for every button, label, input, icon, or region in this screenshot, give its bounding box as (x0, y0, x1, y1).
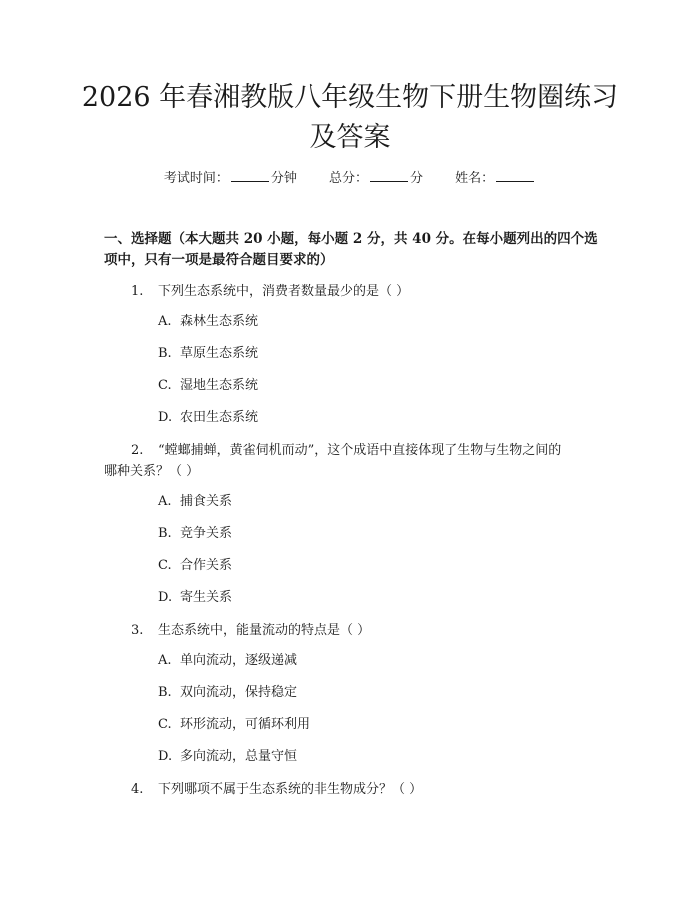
exam-time-blank (231, 169, 269, 182)
question-text: 下列哪项不属于生态系统的非生物成分？（ ） (158, 782, 423, 797)
option-letter: A. (158, 653, 172, 668)
option-text: 森林生态系统 (180, 314, 259, 329)
option-3b (158, 684, 297, 702)
section-heading-line-1: 一、选择题（本大题共 20 小题，每小题 2 分，共 40 分。在每小题列出的四个选 (104, 231, 598, 247)
option-text: 竞争关系 (180, 526, 233, 541)
option-letter: D. (158, 590, 173, 605)
exam-time-unit: 分钟 (270, 171, 297, 186)
option-2b (158, 525, 232, 543)
option-letter: D. (158, 749, 173, 764)
section-heading-line-2: 项中，只有一项是最符合题目要求的） (104, 252, 334, 268)
option-text: 多向流动，总量守恒 (180, 749, 298, 764)
option-letter: C. (158, 558, 172, 573)
option-text: 草原生态系统 (180, 346, 259, 361)
option-text: 捕食关系 (180, 494, 233, 509)
option-text: 农田生态系统 (180, 410, 259, 425)
title-line-1: 2026 年春湘教版八年级生物下册生物圈练习 (81, 82, 619, 113)
page-title (60, 78, 640, 158)
question-text-line-2: 哪种关系？（ ） (104, 464, 200, 479)
option-letter: B. (158, 346, 172, 361)
student-name-label: 姓名： (455, 171, 495, 186)
option-letter: A. (158, 494, 172, 509)
option-letter: D. (158, 410, 173, 425)
option-2d (158, 589, 232, 607)
option-1b (158, 345, 258, 363)
student-name-blank (496, 169, 534, 182)
option-1d (158, 409, 258, 427)
question-number: 2. (131, 443, 144, 458)
option-text: 湿地生态系统 (180, 378, 259, 393)
title-line-2: 及答案 (309, 122, 391, 153)
exam-time-label: 考试时间： (163, 171, 229, 186)
question-number: 3. (131, 623, 144, 638)
question-1 (131, 281, 601, 302)
option-2a (158, 493, 232, 511)
option-letter: A. (158, 314, 172, 329)
option-letter: B. (158, 526, 172, 541)
question-text-line-1: “螳螂捕蝉，黄雀伺机而动”，这个成语中直接体现了生物与生物之间的 (158, 443, 562, 458)
option-letter: B. (158, 685, 172, 700)
option-text: 寄生关系 (180, 590, 233, 605)
total-score-label: 总分： (328, 171, 368, 186)
option-3c (158, 716, 310, 734)
question-3 (131, 620, 601, 641)
question-4 (131, 779, 601, 800)
option-3a (158, 652, 297, 670)
total-score-unit: 分 (410, 171, 424, 186)
option-text: 单向流动，逐级递减 (180, 653, 298, 668)
question-2 (104, 440, 601, 482)
question-text: 生态系统中，能量流动的特点是（ ） (158, 623, 371, 638)
question-number: 4. (131, 782, 144, 797)
exam-time-field (164, 171, 297, 186)
option-text: 双向流动，保持稳定 (180, 685, 298, 700)
student-name-field (455, 171, 536, 186)
question-number: 1. (131, 284, 144, 299)
option-1a (158, 313, 258, 331)
option-1c (158, 377, 258, 395)
option-text: 环形流动，可循环利用 (180, 717, 311, 732)
option-text: 合作关系 (180, 558, 233, 573)
option-letter: C. (158, 717, 172, 732)
exam-info-row (0, 169, 700, 188)
section-heading (104, 229, 604, 271)
option-2c (158, 557, 232, 575)
total-score-blank (370, 169, 408, 182)
total-score-field (329, 171, 423, 186)
option-3d (158, 748, 297, 766)
question-text: 下列生态系统中，消费者数量最少的是（ ） (158, 284, 410, 299)
option-letter: C. (158, 378, 172, 393)
